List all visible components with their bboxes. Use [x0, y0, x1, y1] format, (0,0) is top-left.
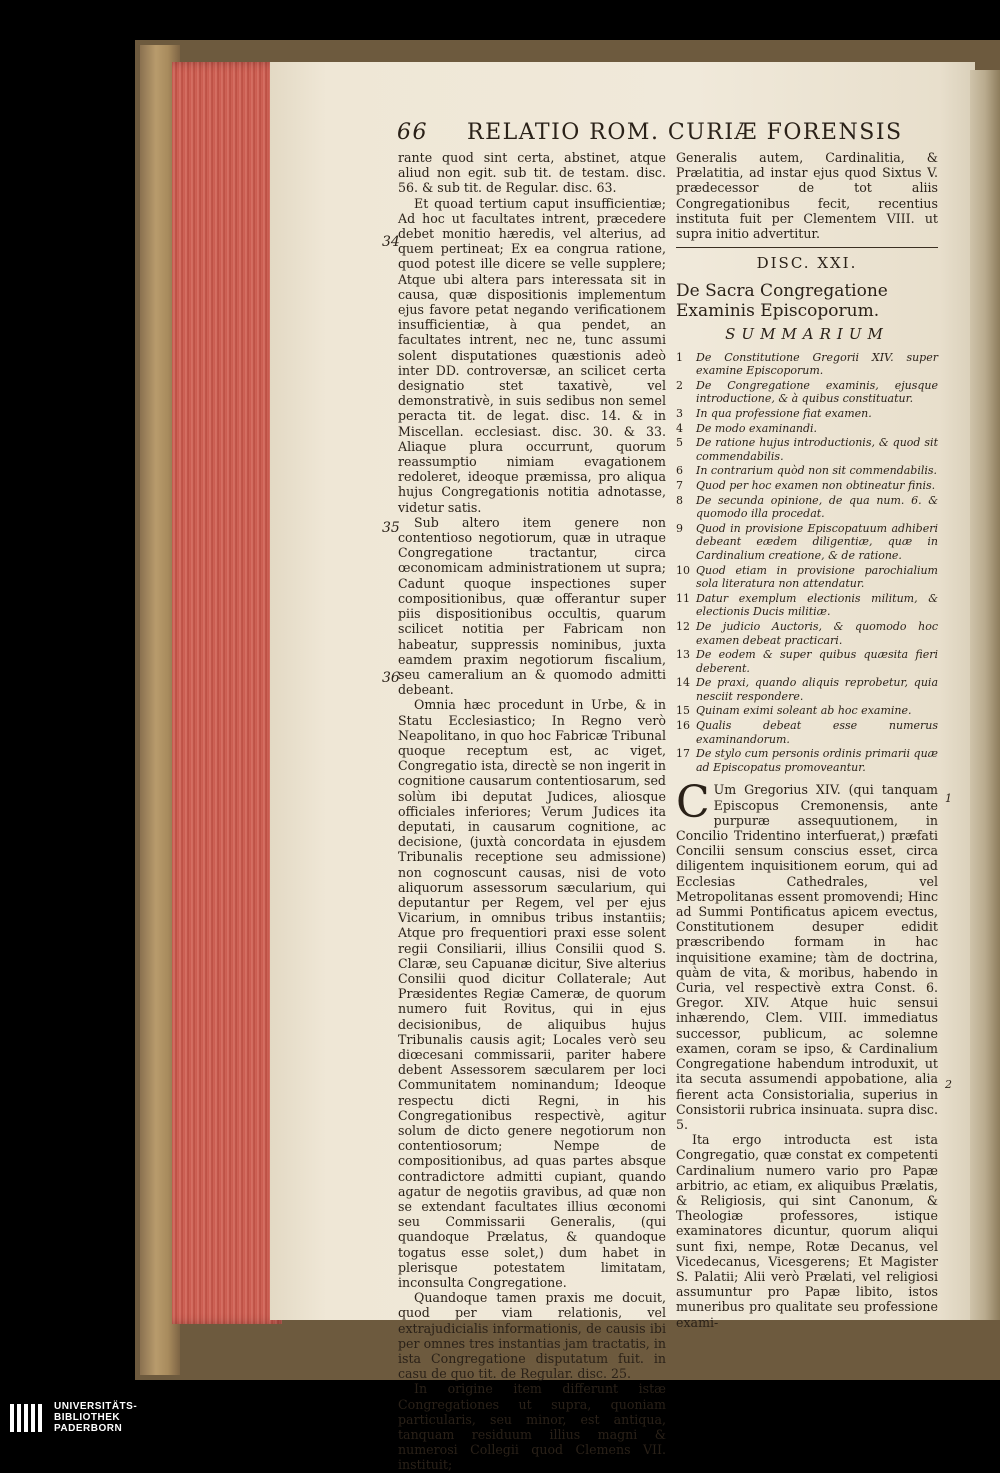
- summary-item: [676, 522, 938, 563]
- disc-title: De Sacra Congregatione Examinis Episcoporum.: [676, 281, 888, 322]
- summary-item-number: 10: [676, 563, 690, 577]
- institution-name: [54, 1401, 137, 1434]
- margin-number: 36: [382, 670, 400, 686]
- summary-item-text: De Constitutione Gregorii XIV. super examine Episcoporum.: [696, 350, 938, 378]
- disc-heading: DISC. XXI.: [756, 254, 858, 273]
- paragraph: Quandoque tamen praxis me docuit, quod per viam relationis, vel extrajudicialis informationis, de causis ibi per omnes tres instantias jam tractatis, in ista Congregatione disputatum fuit. in casu de quo tit. de Regular. disc. 25.: [398, 1290, 666, 1382]
- paragraph: In origine item differunt istæ Congregationes ut supra, quoniam particularis, seu minor, est antiqua, tanquam residuum illius magni & numerosi Collegii quod Clemens VII. instituit;: [398, 1381, 666, 1473]
- paragraph: Et quoad tertium caput insufficientiæ; Ad hoc ut facultates intrent, præcedere debet monitio hæredis, vel alterius, ad quem pertineat; Ex ea congrua ratione, quod potest ille dicere se velle supplere; Atque ubi altera pars interessata sit in causa, quæ dispositionis implementum ejus favore petat negando verificationem insufficientiæ, à qua pendet, an facultates intrent, nec ne, tunc assumi solent disputationes quæstionis adeò inter DD. controversæ, an scilicet certa designatio stet taxativè, vel demonstrativè, in suis sedibus non semel peracta tit. de legat. disc. 14. & in Miscellan. ecclesiast. disc. 30. & 33. Aliaque plura occurrunt, quorum reassumptio nimiam evagationem redoleret, ideoque præmissa, pro aliqua hujus Congregationis notitia adnotasse, videtur satis.: [398, 195, 666, 515]
- summary-item: [676, 379, 938, 406]
- running-title: RELATIO ROM. CURIÆ FORENSIS: [467, 120, 903, 145]
- summary-item-number: 8: [676, 493, 683, 507]
- summary-item-text: Quod per hoc examen non obtineatur finis.: [696, 478, 936, 492]
- summary-item: [676, 464, 938, 478]
- summary-item-number: 15: [676, 704, 690, 718]
- drop-cap: C: [676, 777, 710, 829]
- summary-item-text: Qualis debeat esse numerus examinandorum.: [696, 719, 938, 746]
- summary-item-number: 6: [676, 464, 683, 478]
- summary-item-text: De Congregatione examinis, ejusque introductione, & à quibus constituatur.: [696, 378, 938, 406]
- summary-item: [676, 747, 938, 774]
- margin-number: 34: [382, 234, 400, 250]
- summary-item-text: In contrarium quòd non sit commendabilis.: [696, 464, 938, 478]
- summary-item: [676, 704, 938, 718]
- summary-item-text: De judicio Auctoris, & quomodo hoc examen debeat practicari.: [696, 619, 938, 647]
- institution-line: UNIVERSITÄTS-: [54, 1401, 138, 1412]
- library-logo-icon: [8, 1400, 48, 1436]
- summary-item-number: 7: [676, 478, 683, 492]
- left-column: [398, 150, 666, 1473]
- summary-item-number: 11: [676, 591, 690, 605]
- summary-item-text: Quod etiam in provisione parochialium sola literatura non attendatur.: [696, 563, 938, 591]
- divider: [676, 247, 938, 248]
- summary-item: [676, 592, 938, 619]
- paragraph: Generalis autem, Cardinalitia, & Prælatitia, ad instar ejus quod Sixtus V. prædecessor de tot aliis Congregationibus fecit, recentius instituta fuit per Clementem VIII. ut supra initio advertitur.: [676, 150, 938, 242]
- summary-item-number: 12: [676, 619, 690, 633]
- summary-item-text: Quinam eximi soleant ab hoc examine.: [696, 704, 912, 718]
- summary-item: [676, 620, 938, 647]
- summary-item-number: 1: [676, 350, 683, 364]
- institution-line: BIBLIOTHEK: [54, 1412, 121, 1423]
- summary-item-text: De praxi, quando aliquis reprobetur, quia nesciit respondere.: [696, 676, 938, 703]
- summary-list: [676, 351, 938, 775]
- facing-page-edge: [970, 70, 1000, 1320]
- summary-item: [676, 351, 938, 378]
- paragraph: Sub altero item genere non contentioso negotiorum, quæ in utraque Congregatione tractantur, circa œconomicam administrationem ut supra; Cadunt quoque inspectiones super compositionibus, quæ offerantur super piis dispositionibus occultis, quarum scilicet notitia per Fabricam non habeatur, suppressis nominibus, juxta eamdem praxim negotiorum fiscalium, seu cameralium an & quomodo admitti debeant.: [398, 514, 666, 698]
- margin-number: 2: [945, 1078, 952, 1091]
- institution-line: PADERBORN: [54, 1423, 123, 1434]
- summary-item-text: De modo examinandi.: [696, 421, 818, 435]
- summary-item-number: 2: [676, 378, 683, 392]
- summary-item-number: 14: [676, 676, 690, 690]
- summary-item-text: De secunda opinione, de qua num. 6. & quomodo illa procedat.: [696, 493, 938, 521]
- summary-item: [676, 422, 938, 436]
- summary-item-text: De stylo cum personis ordinis primarii quæ ad Episcopatus promoveantur.: [696, 747, 938, 774]
- page-edges-red: [172, 62, 282, 1324]
- summary-item: [676, 436, 938, 463]
- page-number: 66: [397, 120, 428, 145]
- right-column: [676, 150, 938, 1330]
- summary-item-number: 17: [676, 747, 690, 761]
- summary-item-text: De eodem & super quibus quæsita fieri deberent.: [696, 648, 938, 675]
- paragraph: rante quod sint certa, abstinet, atque aliud non egit. sub tit. de testam. disc. 56. & sub tit. de Regular. disc. 63.: [398, 150, 666, 196]
- margin-number: 35: [382, 520, 400, 536]
- summary-item: [676, 564, 938, 591]
- body-paragraph: [676, 777, 938, 1132]
- summary-item-number: 3: [676, 407, 683, 420]
- summary-item: [676, 494, 938, 521]
- summary-item-number: 5: [676, 436, 683, 450]
- summary-item-number: 4: [676, 421, 683, 435]
- summary-item-number: 13: [676, 648, 690, 662]
- paragraph-text: Um Gregorius XIV. (qui tanquam Episcopus Cremonensis, ante purpuræ assequutionem, in Concilio Tridentino interfuerat,) præfati Concilii sensum conscius esset, circa diligentem inquisitionem eorum, qui ad Ecclesias Cathedrales, vel Metropolitanas essent promovendi; Hinc ad Summi Pontificatus apicem evectus, Constitutionem desuper edidit præscribendo formam in hac inquisitione examine; tàm de doctrina, quàm de vita, & moribus, habendo in Curia, vel respectivè extra Const. 6. Gregor. XIV. Atque huic sensui inhærendo, Clem. VIII. immediatus successor, publicum, ac solemne examen, coram se ipso, & Cardinalium Congregatione habendum introduxit, ut ita secuta assumendi appobatione, alia fierent acta Consistorialia, superius in Consistorii rubrica insinuata. supra disc. 5.: [676, 782, 938, 1132]
- summary-item-text: Datur exemplum electionis militum, & electionis Ducis militiæ.: [696, 591, 938, 619]
- summary-item: [676, 648, 938, 675]
- summary-item-number: 9: [676, 521, 683, 535]
- summary-item: [676, 676, 938, 703]
- summary-item-text: Quod in provisione Episcopatuum adhiberi debeant eædem diligentiæ, quæ in Cardinalium creatione, & de ratione.: [696, 521, 938, 562]
- summary-item-number: 16: [676, 719, 690, 733]
- summary-heading: SUMMARIUM: [725, 325, 889, 344]
- summary-item-text: In qua professione fiat examen.: [696, 407, 872, 420]
- body-paragraph: Ita ergo introducta est ista Congregatio, quæ constat ex competenti Cardinalium numero vario pro Papæ arbitrio, ac etiam, ex aliquibus Prælatis, & Religiosis, qui sint Canonum, & Theologiæ professores, istique examinatores dicuntur, quorum aliqui sunt fixi, nempe, Rotæ Decanus, vel Vicedecanus, Vicesgerens; Et Magister S. Palatii; Alii verò Prælati, vel religiosi assumuntur pro Papæ libito, istos muneribus pro qualitate seu professione exami-: [676, 1132, 938, 1330]
- summary-item-text: De ratione hujus introductionis, & quod sit commendabilis.: [696, 436, 938, 463]
- summary-item: [676, 407, 938, 421]
- summary-item: [676, 479, 938, 493]
- margin-number: 1: [945, 792, 952, 805]
- summary-item: [676, 719, 938, 746]
- paragraph: Omnia hæc procedunt in Urbe, & in Statu Ecclesiastico; In Regno verò Neapolitano, in quo hoc Fabricæ Tribunal quoque receptum est, ac viget, Congregatio ista, directè se non ingerit in cognitione causarum contentiosarum, sed solùm ibi deputat Judices, aliosque officiales inferiores; Verum Judices ita deputati, in causarum cognitione, ac decisione, (juxtà concordata in ejusdem Tribunalis receptione seu admissione) non cognoscunt causas, nisi de voto aliquorum assessorum sæcularium, qui deputantur per Regem, vel per ejus Vicarium, in omnibus tribus instantiis; Atque pro frequentiori praxi esse solent regii Consiliarii, illius Consilii quod S. Claræ, seu Capuanæ dicitur, Sive alterius Consilii quod dicitur Collaterale; Aut Præsidentes Regiæ Cameræ, de quorum numero fuit Rovitus, qui in ejus decisionibus, de aliquibus hujus Tribunalis causis agit; Locales verò seu diœcesani commissarii, pariter habere debent Assessorem sæcularem per loci Communitatem nominandum; Ideoque respectu dicti Regni, in his Congregationibus respectivè, agitur solum de dicto genere negotiorum non contentiosorum; Nempe de compositionibus, ad quas partes absque contradictore admitti cupiant, quando agatur de negotiis gravibus, ad quæ non se extendant facultates illius œconomi seu Commissarii Generalis, (qui quandoque Prælatus, & quandoque togatus esse solet,) dum habet in plerisque potestatem limitatam, inconsulta Congregatione.: [398, 697, 666, 1291]
